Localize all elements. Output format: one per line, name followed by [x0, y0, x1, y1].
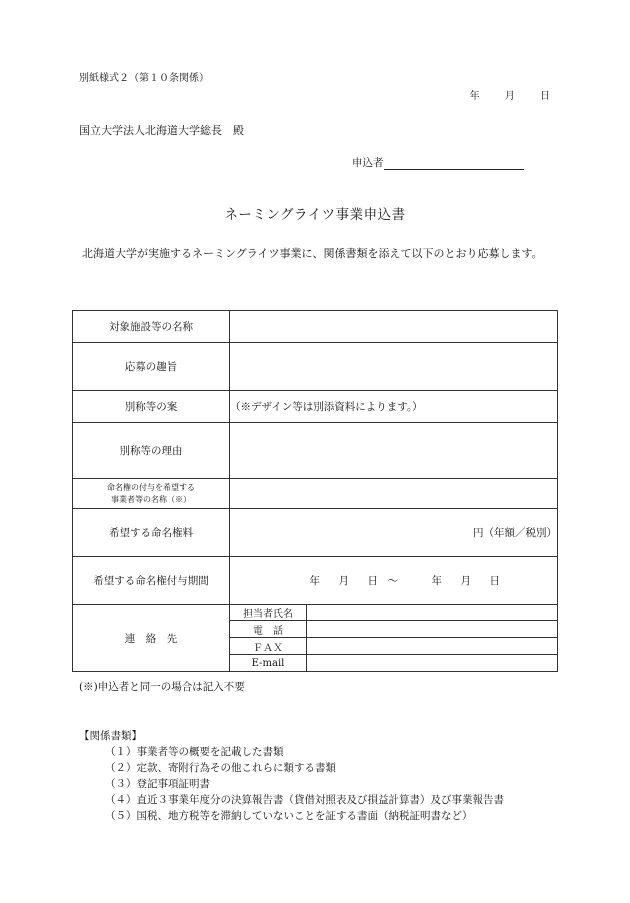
applicant-field	[352, 155, 524, 170]
contact-email-input[interactable]	[307, 655, 558, 672]
period-start-month: 月	[338, 575, 350, 587]
row-company-name	[73, 479, 558, 509]
facility-name-label: 対象施設等の名称	[73, 311, 230, 343]
document-title: ネーミングライツ事業申込書	[224, 207, 406, 223]
application-form-table	[72, 310, 558, 672]
period-end-year: 年	[431, 575, 443, 587]
date-month-label: 月	[504, 91, 515, 102]
purpose-label: 応募の趣旨	[73, 343, 230, 391]
period-start-day: 日	[367, 575, 379, 587]
alias-reason-input[interactable]	[230, 423, 558, 479]
document-item: （３）登記事項証明書	[105, 778, 210, 790]
fee-label: 希望する命名権料	[73, 509, 230, 557]
alias-plan-input[interactable]: （※デザイン等は別添資料によります。）	[230, 391, 558, 423]
row-fee	[73, 509, 558, 557]
facility-name-input[interactable]	[230, 311, 558, 343]
submission-date	[470, 87, 550, 102]
footnote: (※)申込者と同一の場合は記入不要	[79, 681, 245, 693]
contact-phone-input[interactable]	[307, 621, 558, 638]
company-name-label	[73, 479, 230, 509]
period-tilde: ～	[387, 575, 399, 587]
documents-heading: 【関係書類】	[79, 730, 142, 742]
period-input[interactable]	[230, 557, 558, 605]
contact-label: 連 絡 先	[73, 605, 230, 672]
documents-list	[105, 744, 504, 824]
contact-email-label: E-mail	[230, 655, 307, 672]
contact-person-label: 担当者氏名	[230, 605, 307, 621]
intro-text: 北海道大学が実施するネーミングライツ事業に、関係書類を添えて以下のとおり応募します。	[82, 247, 543, 260]
document-item: （５）国税、地方税等を滞納していないことを証する書面（納税証明書など）	[105, 810, 473, 822]
row-contact-person	[73, 605, 558, 621]
contact-person-input[interactable]	[307, 605, 558, 621]
contact-phone-label: 電 話	[230, 621, 307, 638]
date-day-label: 日	[540, 91, 550, 102]
document-item: （２）定款、寄附行為その他これらに類する書類	[105, 762, 336, 774]
row-alias-reason	[73, 423, 558, 479]
fee-input[interactable]: 円（年額／税別）	[230, 509, 558, 557]
addressee: 国立大学法人北海道大学総長 殿	[79, 124, 244, 137]
purpose-input[interactable]	[230, 343, 558, 391]
period-end-day: 日	[489, 575, 501, 587]
company-name-label-line1: 命名権の付与を希望する	[107, 482, 195, 492]
contact-fax-input[interactable]	[307, 638, 558, 655]
period-start-year: 年	[309, 575, 321, 587]
company-name-label-line2: 事業者等の名称（※）	[111, 494, 191, 504]
applicant-signature-line[interactable]	[384, 157, 524, 170]
alias-reason-label: 別称等の理由	[73, 423, 230, 479]
row-period	[73, 557, 558, 605]
form-number: 別紙様式２（第１０条関係）	[79, 73, 209, 84]
document-item: （４）直近３事業年度分の決算報告書（貸借対照表及び損益計算書）及び事業報告書	[105, 794, 504, 806]
company-name-input[interactable]	[230, 479, 558, 509]
row-facility-name	[73, 311, 558, 343]
document-item: （１）事業者等の概要を記載した書類	[105, 746, 284, 758]
period-end-month: 月	[460, 575, 472, 587]
row-alias-plan	[73, 391, 558, 423]
date-year-label: 年	[469, 91, 480, 102]
row-purpose	[73, 343, 558, 391]
period-label: 希望する命名権付与期間	[73, 557, 230, 605]
applicant-label: 申込者	[352, 157, 384, 169]
contact-fax-label: ＦＡＸ	[230, 638, 307, 655]
alias-plan-label: 別称等の案	[73, 391, 230, 423]
